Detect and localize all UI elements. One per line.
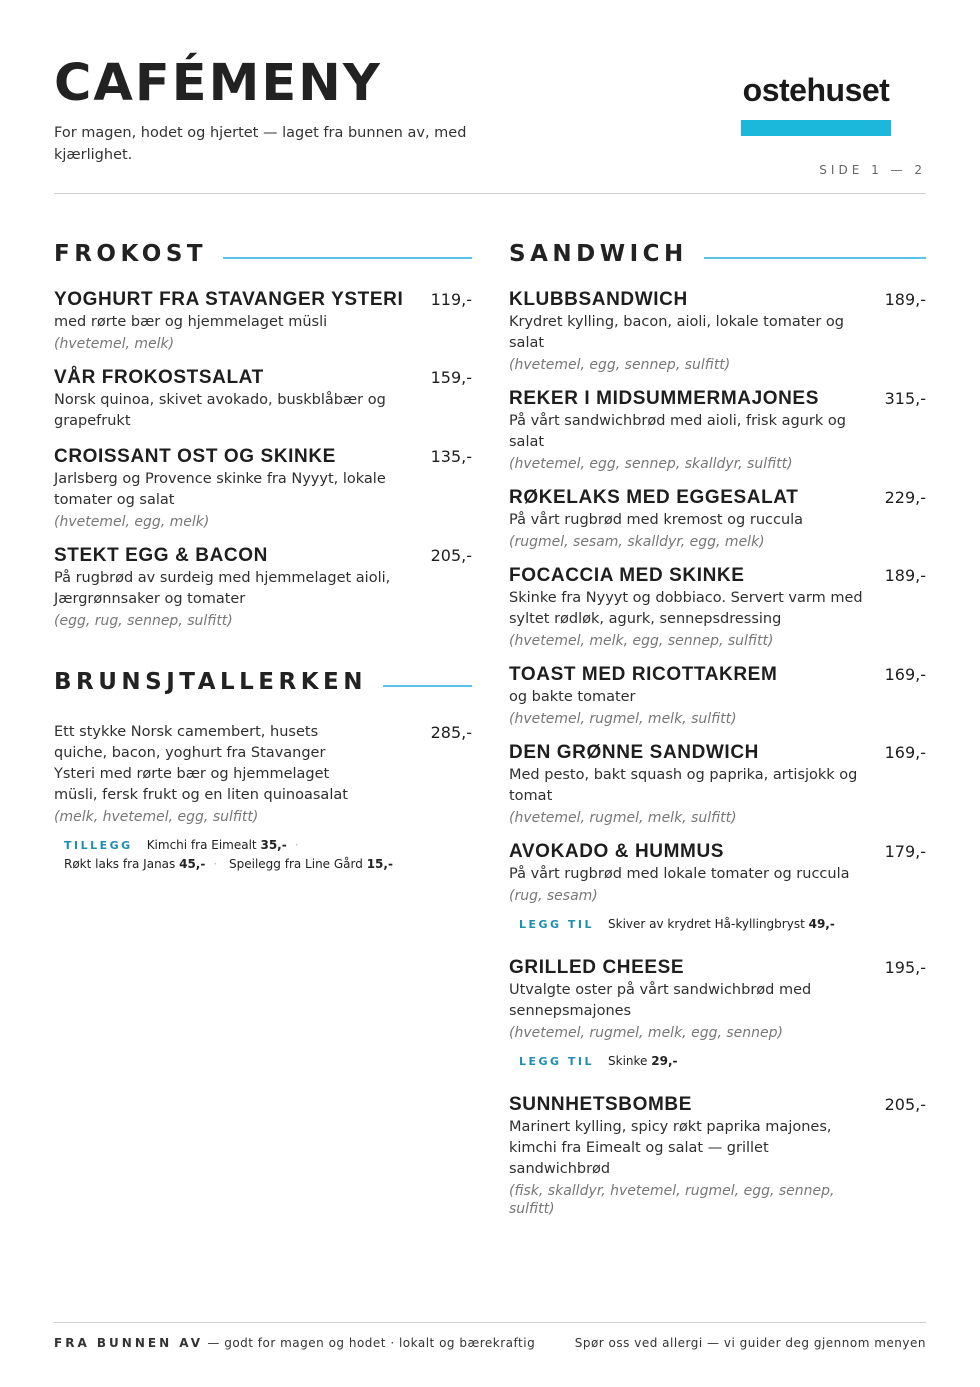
addon-name: Skinke xyxy=(608,1054,648,1068)
menu-item xyxy=(54,366,472,432)
item-name: CROISSANT OST OG SKINKE xyxy=(54,446,336,467)
section-header-sandwich xyxy=(509,238,926,270)
menu-item xyxy=(54,722,472,873)
item-description: Utvalgte oster på vårt sandwichbrød med sennepsmajones xyxy=(509,982,812,1019)
item-description: På vårt sandwichbrød med aioli, frisk agurk og salat xyxy=(509,413,846,450)
addon-name: Speilegg fra Line Gård xyxy=(229,857,363,871)
addon-list: TILLEGG Kimchi fra Eimealt 35,- · Røkt laks fra Janas 45,- · Speilegg fra Line Gård 15,- xyxy=(64,838,393,871)
item-description: På vårt rugbrød med kremost og ruccula xyxy=(509,512,804,528)
item-price: 169,- xyxy=(884,665,926,684)
item-name: RØKELAKS MED EGGESALAT xyxy=(509,487,799,508)
addon-price: 49,- xyxy=(808,917,835,931)
brand-logo: ostehuset xyxy=(742,72,890,108)
item-allergens: (hvetemel, egg, melk) xyxy=(54,514,210,530)
section-title-brunsj: BRUNSJTALLERKEN xyxy=(54,669,368,695)
item-name: STEKT EGG & BACON xyxy=(54,545,268,566)
footer-left-text: — godt for magen og hodet · lokalt og bærekraftig xyxy=(207,1336,536,1350)
menu-item xyxy=(509,663,926,728)
item-allergens: (rug, sesam) xyxy=(509,888,598,904)
brand-accent-bar xyxy=(741,120,891,136)
footer-tagline xyxy=(54,1336,535,1350)
section-header-frokost xyxy=(54,238,472,270)
section-rule xyxy=(383,685,472,687)
addon-list xyxy=(509,1052,926,1071)
item-price: 119,- xyxy=(430,290,472,309)
item-name: FOCACCIA MED SKINKE xyxy=(509,565,745,586)
item-price: 135,- xyxy=(430,447,472,466)
item-price: 285,- xyxy=(430,723,472,742)
item-description: Jarlsberg og Provence skinke fra Nyyyt, lokale tomater og salat xyxy=(54,471,386,508)
item-description: Marinert kylling, spicy røkt paprika majones, kimchi fra Eimealt og salat — grillet sandwichbrød xyxy=(509,1119,832,1177)
section-title-frokost: FROKOST xyxy=(54,241,208,267)
item-price: 229,- xyxy=(884,488,926,507)
addon-price: 35,- xyxy=(260,838,287,852)
section-header-brunsj xyxy=(54,666,472,698)
item-allergens: (hvetemel, rugmel, melk, sulfitt) xyxy=(509,711,737,727)
item-price: 195,- xyxy=(884,958,926,977)
addon-label: LEGG TIL xyxy=(519,1055,595,1068)
footer-tag: FRA BUNNEN AV xyxy=(54,1336,204,1350)
addon-price: 29,- xyxy=(651,1054,678,1068)
page-title: CAFÉMENY xyxy=(54,54,382,113)
item-price: 179,- xyxy=(884,842,926,861)
item-allergens: (hvetemel, melk) xyxy=(54,336,175,352)
item-allergens: (hvetemel, melk, egg, sennep, sulfitt) xyxy=(509,633,774,649)
menu-item xyxy=(509,956,926,1071)
item-price: 159,- xyxy=(430,368,472,387)
menu-item xyxy=(509,486,926,551)
item-name: VÅR FROKOSTSALAT xyxy=(54,367,264,388)
item-name: YOGHURT FRA STAVANGER YSTERI xyxy=(54,289,404,310)
item-allergens: (fisk, skalldyr, hvetemel, rugmel, egg, sennep, sulfitt) xyxy=(509,1183,835,1217)
section-rule xyxy=(704,257,926,259)
header-divider xyxy=(54,193,926,194)
left-column xyxy=(54,238,472,886)
item-description: Skinke fra Nyyyt og dobbiaco. Servert varm med syltet rødløk, agurk, sennepsdressing xyxy=(509,590,863,627)
item-name: DEN GRØNNE SANDWICH xyxy=(509,742,759,763)
item-description: Krydret kylling, bacon, aioli, lokale tomater og salat xyxy=(509,314,844,351)
addon-name: Røkt laks fra Janas xyxy=(64,857,176,871)
menu-item xyxy=(509,1093,926,1218)
item-price: 205,- xyxy=(430,546,472,565)
menu-item xyxy=(54,544,472,630)
menu-item xyxy=(509,840,926,934)
menu-item xyxy=(509,564,926,650)
section-title-sandwich: SANDWICH xyxy=(509,241,688,267)
menu-item xyxy=(54,288,472,353)
item-allergens: (hvetemel, rugmel, melk, sulfitt) xyxy=(509,810,737,826)
item-description: På rugbrød av surdeig med hjemmelaget aioli, Jærgrønnsaker og tomater xyxy=(54,570,391,607)
page-number: SIDE 1 — 2 xyxy=(819,163,926,177)
menu-item xyxy=(509,288,926,374)
addon-label: LEGG TIL xyxy=(519,918,595,931)
item-name: KLUBBSANDWICH xyxy=(509,289,688,310)
item-name: AVOKADO & HUMMUS xyxy=(509,841,725,862)
item-name: REKER I MIDSUMMERMAJONES xyxy=(509,388,819,409)
item-name: SUNNHETSBOMBE xyxy=(509,1094,693,1115)
item-description: og bakte tomater xyxy=(509,689,636,705)
item-allergens: (rugmel, sesam, skalldyr, egg, melk) xyxy=(509,534,765,550)
item-description: På vårt rugbrød med lokale tomater og ruccula xyxy=(509,866,850,882)
item-allergens: (hvetemel, egg, sennep, skalldyr, sulfitt) xyxy=(509,456,793,472)
menu-item xyxy=(509,741,926,827)
item-name: GRILLED CHEESE xyxy=(509,957,685,978)
footer-divider xyxy=(54,1322,926,1323)
item-price: 205,- xyxy=(884,1095,926,1114)
item-allergens: (melk, hvetemel, egg, sulfitt) xyxy=(54,809,259,825)
item-allergens: (egg, rug, sennep, sulfitt) xyxy=(54,613,233,629)
addon-price: 15,- xyxy=(366,857,393,871)
addon-list xyxy=(509,915,926,934)
item-price: 189,- xyxy=(884,566,926,585)
addon-price: 45,- xyxy=(179,857,206,871)
menu-item xyxy=(509,387,926,473)
addon-name: Kimchi fra Eimealt xyxy=(146,838,257,852)
item-price: 169,- xyxy=(884,743,926,762)
right-column xyxy=(509,238,926,1231)
section-rule xyxy=(223,257,472,259)
menu-item xyxy=(54,445,472,531)
item-description: Norsk quinoa, skivet avokado, buskblåbær og grapefrukt xyxy=(54,392,386,429)
footer-allergy-note: Spør oss ved allergi — vi guider deg gjennom menyen xyxy=(574,1336,926,1350)
item-name: TOAST MED RICOTTAKREM xyxy=(509,664,778,685)
item-price: 315,- xyxy=(884,389,926,408)
item-allergens: (hvetemel, egg, sennep, sulfitt) xyxy=(509,357,731,373)
item-description: med rørte bær og hjemmelaget müsli xyxy=(54,314,328,330)
item-price: 189,- xyxy=(884,290,926,309)
addon-label: TILLEGG xyxy=(64,839,133,852)
intro-text: For magen, hodet og hjertet — laget fra bunnen av, med kjærlighet. xyxy=(54,125,467,163)
item-description: Ett stykke Norsk camembert, husets quiche, bacon, yoghurt fra Stavanger Ysteri med rørte bær og hjemmelaget müsli, fersk frukt og en liten quinoasalat xyxy=(54,724,348,803)
addon-name: Skiver av krydret Hå-kyllingbryst xyxy=(608,917,805,931)
item-allergens: (hvetemel, rugmel, melk, egg, sennep) xyxy=(509,1025,783,1041)
item-description: Med pesto, bakt squash og paprika, artisjokk og tomat xyxy=(509,767,858,804)
